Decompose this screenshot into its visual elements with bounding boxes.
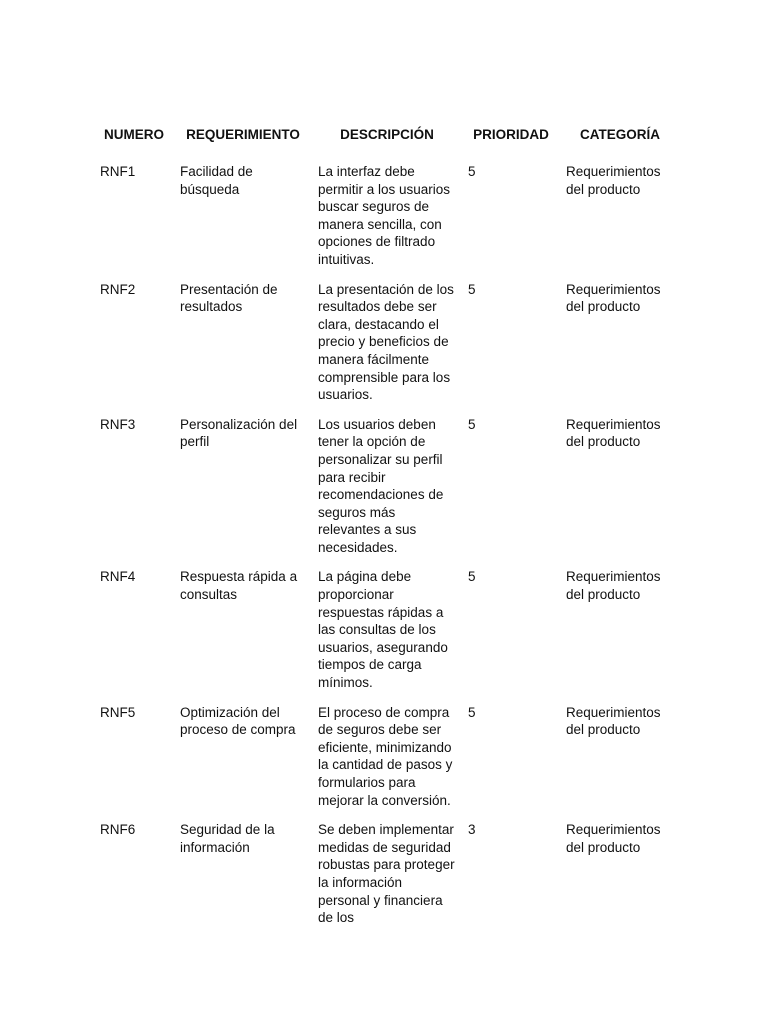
- table-row: [94, 704, 680, 822]
- cell-categoria: Requerimientos del producto: [566, 569, 661, 603]
- cell-descripcion: La presentación de los resultados debe ser clara, destacando el precio y beneficios de manera fácilmente comprensible para los usuarios.: [318, 281, 454, 403]
- cell-numero: RNF1: [100, 164, 136, 179]
- cell-numero: RNF5: [100, 704, 136, 720]
- table-row: [94, 163, 680, 281]
- header-requerimiento: REQUERIMIENTO: [186, 127, 300, 142]
- cell-prioridad: 3: [468, 822, 476, 838]
- cell-numero: RNF6: [100, 822, 136, 838]
- table-row: [94, 568, 680, 703]
- header-categoria: CATEGORÍA: [580, 127, 660, 142]
- cell-descripcion: El proceso de compra de seguros debe ser eficiente, minimizando la cantidad de pasos y formularios para mejorar la conversión.: [318, 704, 453, 808]
- table-row: [94, 281, 680, 416]
- cell-requerimiento: Personalización del perfil: [180, 416, 298, 450]
- cell-numero: RNF2: [100, 281, 136, 297]
- header-descripcion: DESCRIPCIÓN: [340, 127, 434, 142]
- header-prioridad: PRIORIDAD: [473, 127, 549, 142]
- cell-descripcion: Se deben implementar medidas de seguridad robustas para proteger la información personal y financiera de los: [318, 822, 455, 926]
- cell-categoria: Requerimientos del producto: [566, 822, 661, 855]
- cell-prioridad: 5: [468, 281, 476, 297]
- cell-numero: RNF4: [100, 569, 136, 585]
- cell-categoria: Requerimientos del producto: [566, 164, 661, 197]
- header-row: [94, 126, 680, 163]
- cell-descripcion: La página debe proporcionar respuestas rápidas a las consultas de los usuarios, asegurando tiempos de carga mínimos.: [318, 569, 448, 691]
- cell-descripcion: Los usuarios deben tener la opción de personalizar su perfil para recibir recomendaciones de seguros más relevantes a sus necesidades.: [318, 416, 444, 555]
- cell-requerimiento: Respuesta rápida a consultas: [180, 569, 298, 603]
- table-body: [94, 163, 680, 939]
- cell-requerimiento: Facilidad de búsqueda: [180, 164, 253, 197]
- cell-prioridad: 5: [468, 416, 476, 432]
- table-row: [94, 416, 680, 569]
- cell-prioridad: 5: [468, 164, 476, 179]
- cell-requerimiento: Seguridad de la información: [180, 822, 275, 855]
- cell-descripcion: La interfaz debe permitir a los usuarios buscar seguros de manera sencilla, con opciones de filtrado intuitivas.: [318, 164, 451, 267]
- requirements-table: [94, 126, 680, 939]
- cell-categoria: Requerimientos del producto: [566, 281, 661, 315]
- cell-categoria: Requerimientos del producto: [566, 416, 661, 450]
- cell-prioridad: 5: [468, 704, 476, 720]
- header-numero: NUMERO: [104, 127, 164, 142]
- cell-requerimiento: Presentación de resultados: [180, 281, 278, 315]
- cell-numero: RNF3: [100, 416, 136, 432]
- table-row: [94, 821, 680, 939]
- cell-requerimiento: Optimización del proceso de compra: [180, 704, 296, 738]
- cell-categoria: Requerimientos del producto: [566, 704, 661, 738]
- cell-prioridad: 5: [468, 569, 476, 585]
- table-header: [94, 126, 680, 163]
